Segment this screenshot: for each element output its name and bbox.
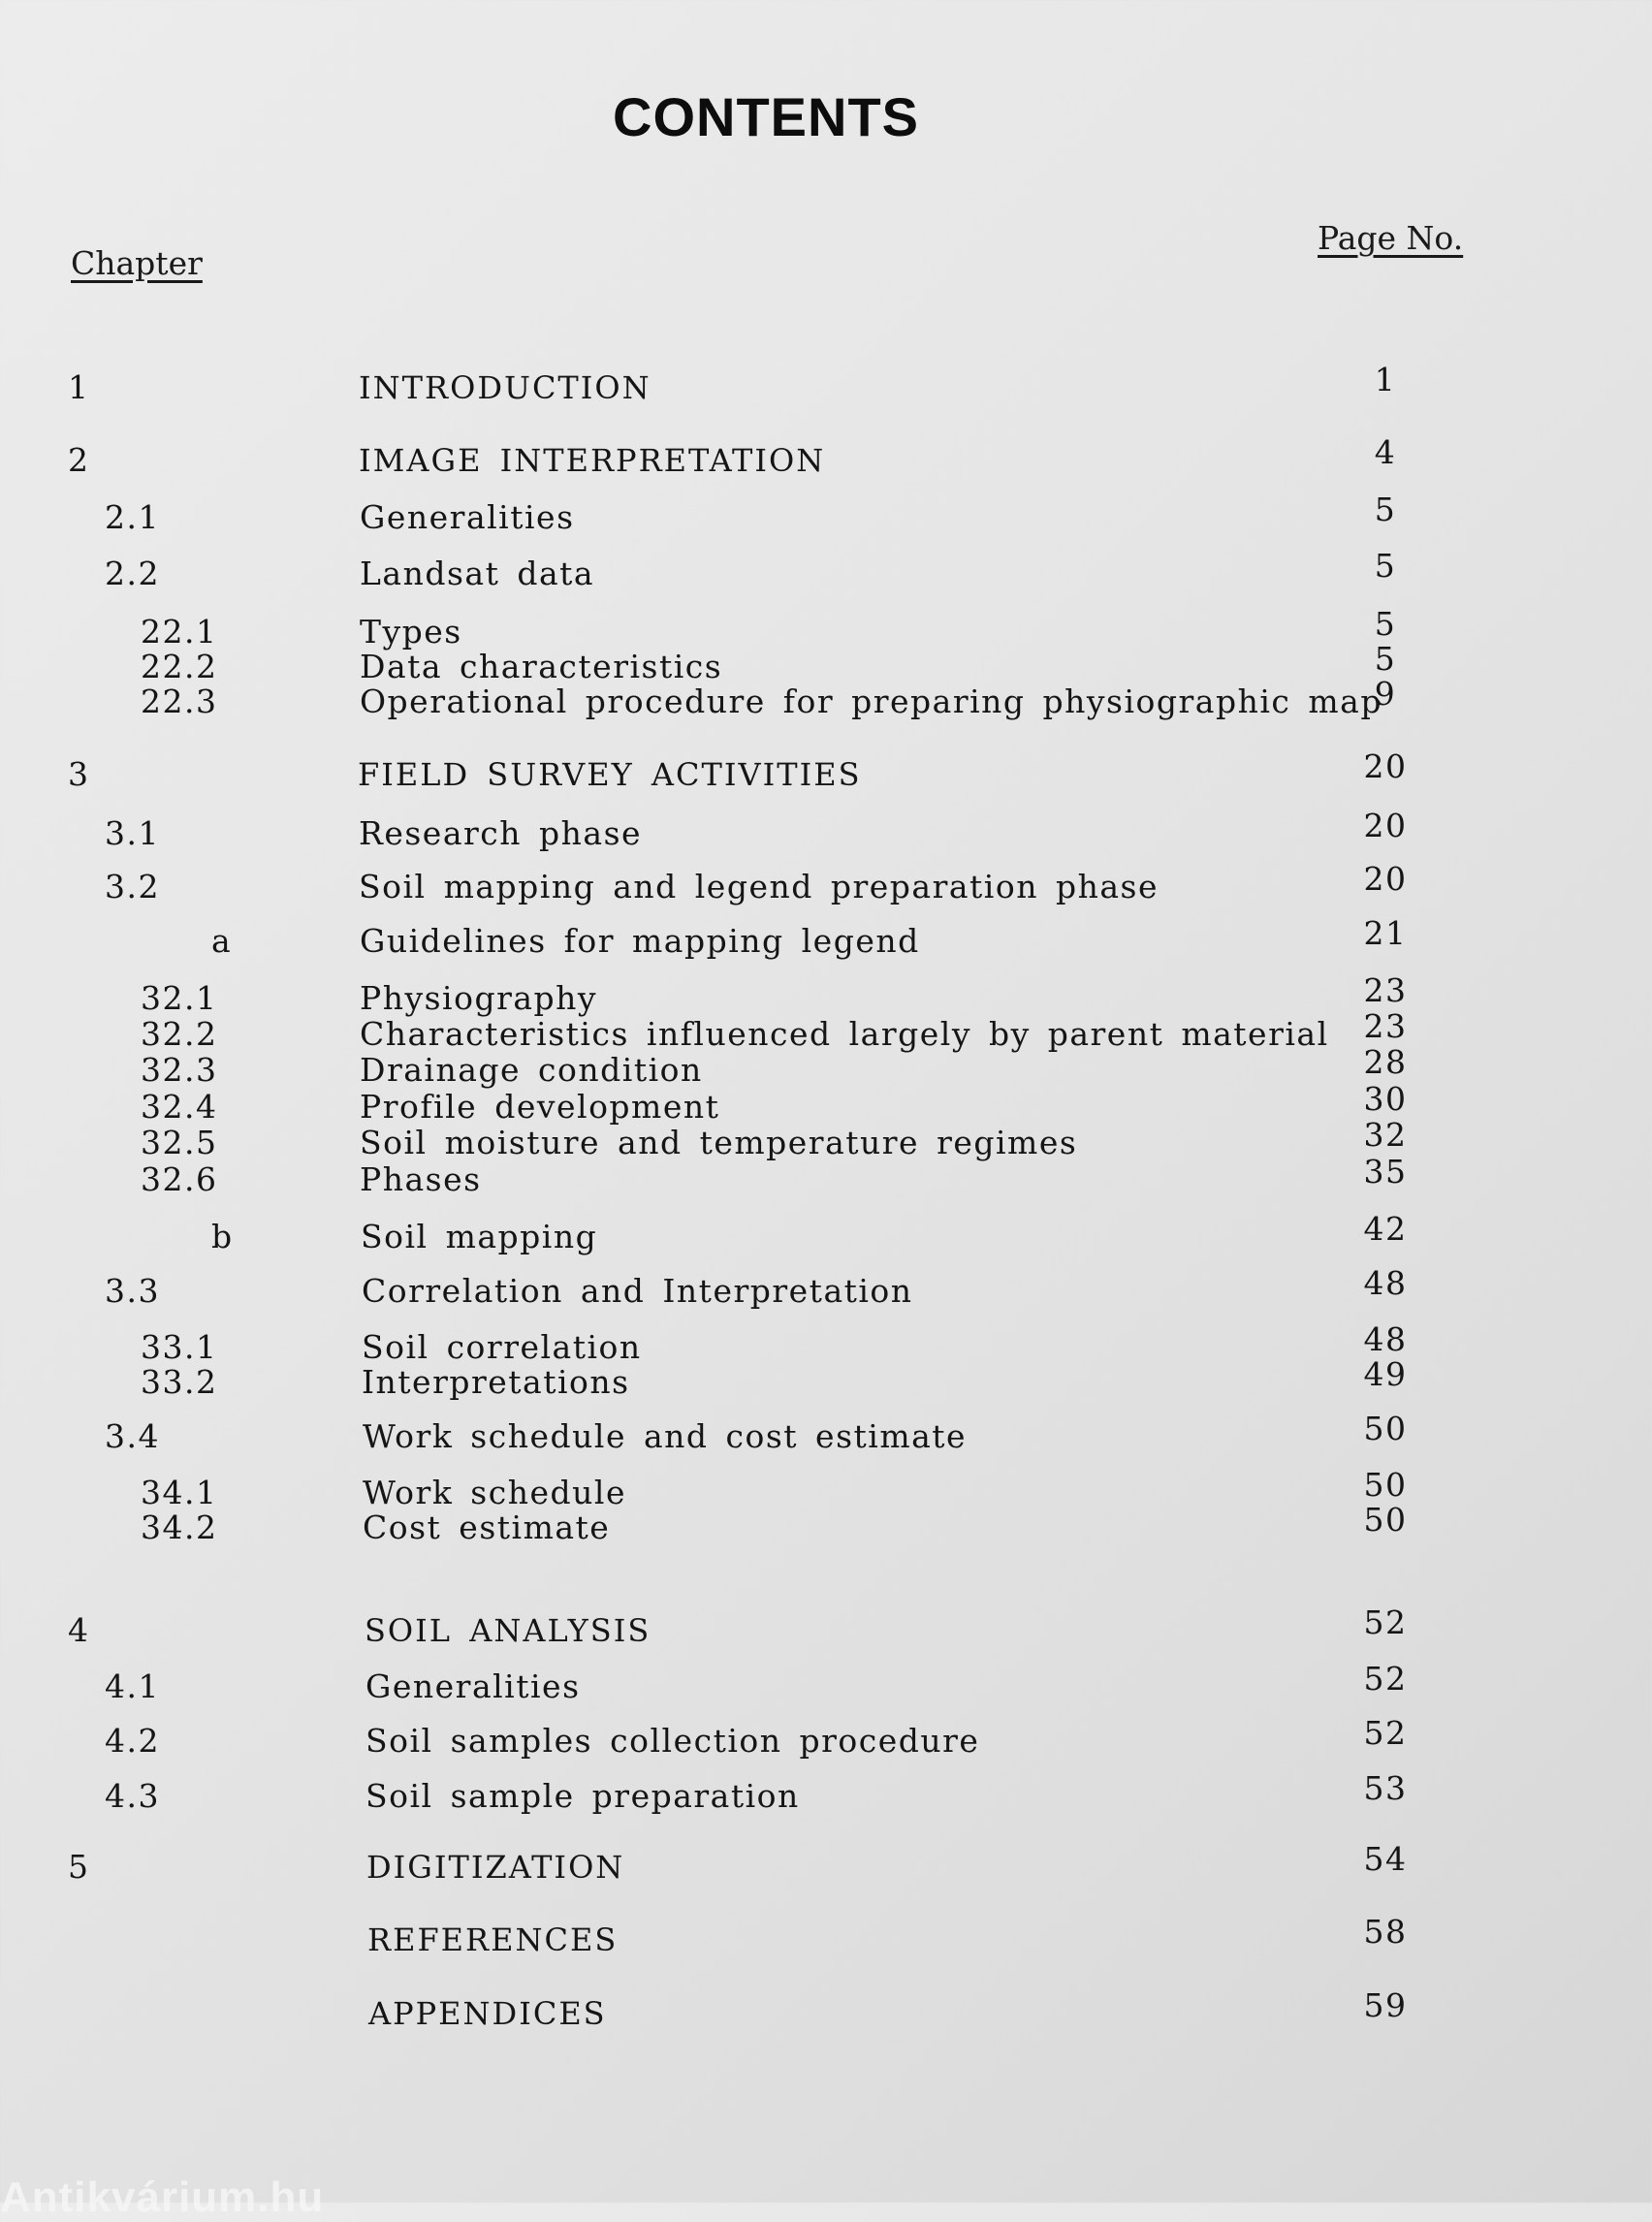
toc-entry-title: Data characteristics: [360, 648, 723, 685]
toc-entry-title: SOIL ANALYSIS: [365, 1612, 651, 1649]
toc-entry-number: 3.3: [105, 1272, 160, 1310]
chapter-column-header: Chapter: [71, 244, 203, 282]
toc-entry-page: 20: [1363, 860, 1408, 898]
toc-entry-page: 28: [1363, 1043, 1408, 1081]
toc-entry-page: 9: [1374, 675, 1397, 713]
toc-entry-number: a: [211, 922, 233, 960]
page-number-column-header: Page No.: [1318, 219, 1464, 257]
toc-entry-number: 22.3: [141, 682, 218, 720]
toc-entry: [0, 675, 1652, 721]
toc-entry-page: 50: [1363, 1466, 1408, 1504]
toc-entry-page: 1: [1374, 361, 1397, 398]
toc-entry-title: Types: [360, 613, 462, 651]
toc-entry-title: Soil sample preparation: [365, 1777, 800, 1815]
toc-entry-number: 32.6: [141, 1160, 218, 1198]
toc-entry: [0, 1264, 1652, 1311]
toc-entry-number: 5: [68, 1848, 90, 1886]
toc-entry-title: Soil correlation: [362, 1328, 642, 1366]
toc-entry-page: 23: [1363, 1007, 1408, 1045]
toc-entry: [0, 807, 1652, 853]
toc-entry-title: Landsat data: [360, 555, 595, 592]
toc-entry-number: 4.1: [105, 1667, 160, 1705]
toc-entry: [0, 433, 1652, 480]
toc-entry-page: 52: [1363, 1714, 1408, 1752]
toc-entry-page: 48: [1363, 1264, 1408, 1302]
toc-entry-title: APPENDICES: [368, 1995, 607, 2032]
toc-entry-number: 4.3: [105, 1777, 160, 1815]
toc-entry-page: 4: [1374, 433, 1397, 471]
toc-entry-title: IMAGE INTERPRETATION: [359, 442, 826, 479]
toc-entry-title: Guidelines for mapping legend: [360, 922, 920, 960]
toc-entry: [0, 1913, 1652, 1959]
toc-entry: [0, 1603, 1652, 1650]
toc-entry-title: Interpretations: [362, 1363, 630, 1401]
toc-entry-page: 49: [1363, 1355, 1408, 1393]
toc-entry-title: Drainage condition: [360, 1051, 703, 1089]
toc-entry-page: 5: [1374, 491, 1397, 528]
toc-entry-number: 3.4: [105, 1417, 160, 1455]
watermark: Antikvárium.hu: [0, 2174, 325, 2221]
toc-entry-number: 32.4: [141, 1088, 218, 1126]
toc-entry-title: Physiography: [360, 979, 598, 1017]
toc-entry: [0, 860, 1652, 906]
toc-entry-number: 2.1: [105, 498, 160, 536]
toc-entry: [0, 1769, 1652, 1816]
toc-entry-number: 34.2: [141, 1508, 218, 1546]
toc-entry-page: 23: [1363, 971, 1408, 1009]
toc-entry-page: 30: [1363, 1080, 1408, 1118]
toc-entry: [0, 1840, 1652, 1887]
toc-entry-page: 5: [1374, 605, 1397, 643]
toc-entry-number: 33.2: [141, 1363, 218, 1401]
toc-entry-number: 32.1: [141, 979, 218, 1017]
toc-entry-page: 52: [1363, 1603, 1408, 1641]
toc-entry-title: Work schedule: [363, 1474, 626, 1511]
toc-entry-title: FIELD SURVEY ACTIVITIES: [358, 756, 862, 793]
toc-entry-title: Cost estimate: [363, 1508, 611, 1546]
toc-entry: [0, 547, 1652, 593]
toc-entry-title: Work schedule and cost estimate: [363, 1417, 968, 1455]
toc-entry: [0, 1355, 1652, 1402]
toc-entry-title: Profile development: [360, 1088, 720, 1126]
toc-entry-number: 32.2: [141, 1015, 218, 1053]
toc-entry-page: 20: [1363, 747, 1408, 785]
toc-entry-page: 59: [1363, 1986, 1408, 2024]
toc-entry-title: Generalities: [360, 498, 575, 536]
toc-entry-page: 52: [1363, 1660, 1408, 1698]
toc-entry-number: 3.1: [105, 814, 160, 852]
toc-entry-title: Correlation and Interpretation: [362, 1272, 913, 1310]
toc-entry-page: 21: [1363, 914, 1408, 952]
toc-entry-number: 3: [68, 755, 90, 793]
toc-entry: [0, 1660, 1652, 1706]
toc-entry-title: Soil mapping and legend preparation phase: [359, 868, 1159, 905]
toc-entry-number: 22.1: [141, 613, 218, 651]
toc-entry-page: 42: [1363, 1210, 1408, 1248]
toc-entry-title: Research phase: [359, 814, 643, 852]
toc-entry-number: 33.1: [141, 1328, 218, 1366]
toc-entry-title: INTRODUCTION: [359, 369, 651, 406]
toc-entry-number: 2: [68, 441, 90, 479]
toc-entry-number: 3.2: [105, 868, 160, 905]
toc-entry-number: 1: [68, 368, 90, 406]
toc-entry: [0, 1714, 1652, 1761]
toc-entry-title: Soil moisture and temperature regimes: [360, 1124, 1078, 1161]
toc-entry-page: 58: [1363, 1913, 1408, 1951]
toc-entry: [0, 1986, 1652, 2033]
toc-entry-number: 4: [68, 1611, 90, 1649]
toc-entry-number: 32.3: [141, 1051, 218, 1089]
toc-entry-page: 50: [1363, 1410, 1408, 1447]
toc-entry-page: 54: [1363, 1840, 1408, 1878]
toc-entry-title: DIGITIZATION: [366, 1849, 625, 1886]
toc-entry-title: Phases: [360, 1160, 482, 1198]
toc-entry: [0, 1210, 1652, 1256]
toc-entry-page: 32: [1363, 1116, 1408, 1154]
toc-entry-page: 35: [1363, 1153, 1408, 1190]
toc-entry-page: 20: [1363, 807, 1408, 844]
toc-entry-number: 2.2: [105, 555, 160, 592]
page-title: CONTENTS: [613, 86, 919, 147]
toc-entry-page: 5: [1374, 640, 1397, 678]
toc-entry: [0, 1153, 1652, 1199]
toc-entry: [0, 1501, 1652, 1547]
toc-entry-page: 50: [1363, 1501, 1408, 1539]
toc-entry-page: 5: [1374, 547, 1397, 585]
toc-entry: [0, 914, 1652, 961]
toc-entry: [0, 1410, 1652, 1456]
toc-entry-number: b: [211, 1218, 234, 1255]
toc-entry-page: 48: [1363, 1320, 1408, 1358]
toc-entry-number: 4.2: [105, 1722, 160, 1760]
toc-entry: [0, 747, 1652, 794]
toc-entry-number: 22.2: [141, 648, 218, 685]
toc-entry-title: Characteristics influenced largely by parent material: [360, 1015, 1329, 1053]
toc-entry: [0, 491, 1652, 537]
toc-entry-title: REFERENCES: [367, 1921, 619, 1958]
toc-entry-number: 32.5: [141, 1124, 218, 1161]
toc-entry: [0, 361, 1652, 407]
toc-entry-page: 53: [1363, 1769, 1408, 1807]
toc-entry-title: Soil samples collection procedure: [365, 1722, 980, 1760]
toc-entry-title: Soil mapping: [361, 1218, 598, 1255]
toc-entry-number: 34.1: [141, 1474, 218, 1511]
toc-entry-title: Generalities: [365, 1667, 581, 1705]
toc-entry-title: Operational procedure for preparing physiographic map: [360, 682, 1382, 720]
